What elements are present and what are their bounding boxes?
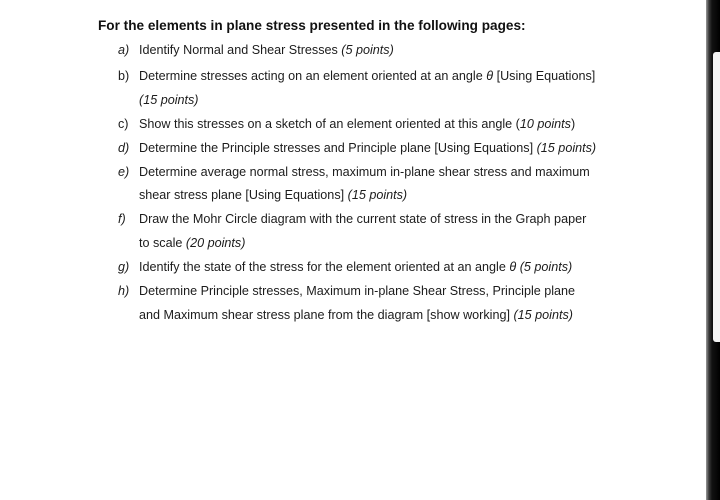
item-text: Determine stresses acting on an element oriented at an angle θ [Using Equations] (139, 69, 596, 83)
points-open: ( (515, 117, 520, 131)
item-continuation: and Maximum shear stress plane from the diagram [show working] (15 points) (139, 308, 573, 322)
item-marker: c) (118, 117, 129, 131)
item-text: Identify Normal and Shear Stresses (5 points) (139, 43, 394, 57)
points-label: (15 points) (513, 308, 573, 322)
item-continuation: to scale (20 points) (139, 236, 246, 250)
points-label: (15 points) (536, 141, 597, 155)
item-text: Show this stresses on a sketch of an element oriented at this angle (10 points) (139, 117, 576, 131)
points-label: (20 points) (185, 236, 246, 250)
item-marker: a) (118, 43, 130, 57)
instructions-heading: For the elements in plane stress presented in the following pages: (98, 18, 526, 33)
points-close: ) (570, 117, 576, 131)
item-text: Identify the state of the stress for the element oriented at an angle θ (5 points) (139, 260, 573, 274)
theta-symbol: θ (486, 69, 494, 83)
item-text: Determine average normal stress, maximum in-plane shear stress and maximum (139, 165, 590, 179)
points-label: (5 points) (341, 43, 394, 57)
item-continuation: shear stress plane [Using Equations] (15 points) (139, 188, 408, 202)
item-text: Determine Principle stresses, Maximum in-plane Shear Stress, Principle plane (139, 284, 576, 298)
item-marker: e) (118, 165, 130, 179)
item-marker: h) (118, 284, 130, 298)
item-text: Draw the Mohr Circle diagram with the current state of stress in the Graph paper (139, 212, 587, 226)
item-marker: d) (118, 141, 130, 155)
scrollbar-track[interactable] (713, 52, 720, 342)
item-marker: b) (118, 69, 130, 83)
points-label: 10 points (519, 117, 571, 131)
item-text: Determine the Principle stresses and Principle plane [Using Equations] (15 points) (139, 141, 597, 155)
points-label: (15 points) (139, 93, 199, 107)
theta-symbol: θ (509, 260, 517, 274)
points-label: (5 points) (519, 260, 573, 274)
points-label: (15 points) (347, 188, 408, 202)
item-marker: f) (118, 212, 126, 226)
item-marker: g) (118, 260, 130, 274)
